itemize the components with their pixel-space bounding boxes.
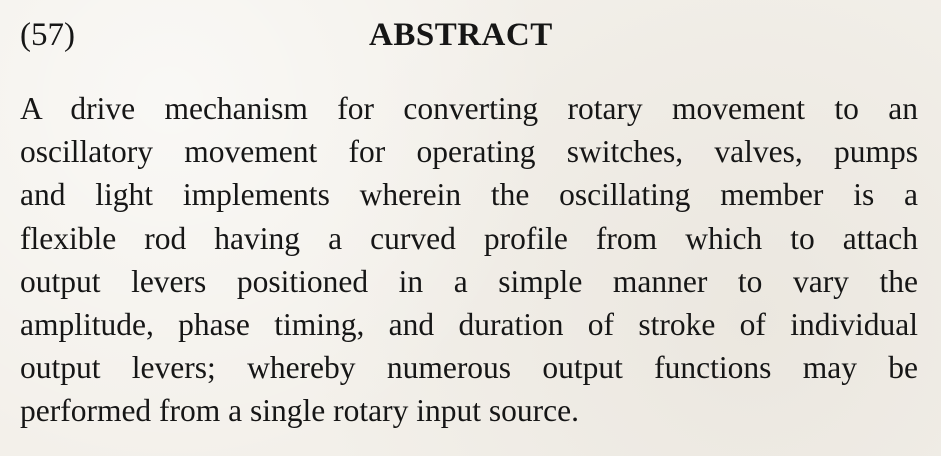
abstract-line: performed from a single rotary input source. (20, 393, 579, 429)
abstract-header (20, 14, 920, 56)
section-number: (57) (20, 17, 75, 53)
abstract-paragraph (20, 87, 918, 433)
abstract-line: and light implements wherein the oscillating member is a (20, 177, 918, 213)
abstract-line: amplitude, phase timing, and duration of stroke of individual (20, 306, 918, 342)
abstract-line: oscillatory movement for operating switches, valves, pumps (20, 134, 918, 170)
abstract-line: A drive mechanism for converting rotary movement to an (20, 91, 918, 126)
abstract-line: flexible rod having a curved profile from which to attach (20, 220, 918, 256)
abstract-title: ABSTRACT (369, 17, 553, 53)
abstract-line: output levers; whereby numerous output functions may be (20, 350, 918, 386)
abstract-line: output levers positioned in a simple manner to vary the (20, 263, 918, 299)
